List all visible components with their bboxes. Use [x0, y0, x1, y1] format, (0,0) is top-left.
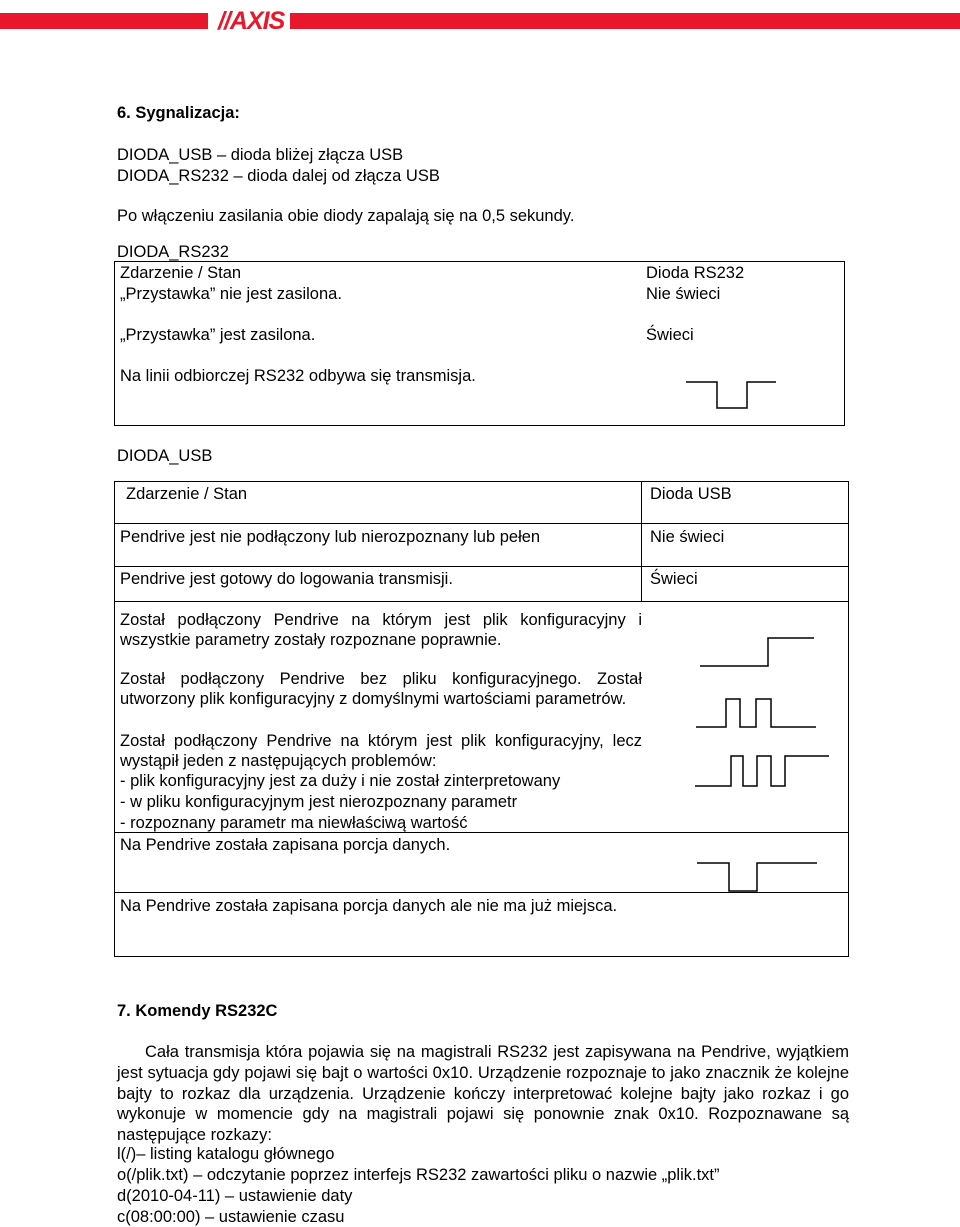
usb-row-7-event: Na Pendrive została zapisana porcja danych ale nie ma już miejsca. [120, 897, 618, 915]
usb-row-2-event: Pendrive jest gotowy do logowania transmisji. [120, 570, 453, 588]
usb-signal-two-pulses [696, 695, 818, 731]
usb-signal-step-up [700, 634, 816, 670]
usb-row-5-problem-1: - plik konfiguracyjny jest za duży i nie został zinterpretowany [120, 772, 561, 790]
rs232-row-3-event: Na linii odbiorczej RS232 odbywa się transmisja. [120, 367, 476, 385]
section-7-title: 7. Komendy RS232C [117, 1002, 278, 1020]
usb-row-5-problem-3: - rozpoznany parametr ma niewłaściwą wartość [120, 814, 468, 832]
command-listing: l(/)– listing katalogu głównego [117, 1145, 335, 1163]
usb-row-3-event: Został podłączony Pendrive na którym jest plik konfiguracyjny i wszystkie parametry zostały rozpoznane poprawnie. [120, 611, 642, 649]
usb-row-1-state: Nie świeci [650, 528, 725, 546]
usb-table-heading: DIODA_USB [117, 447, 213, 465]
power-on-note: Po włączeniu zasilania obie diody zapalają się na 0,5 sekundy. [117, 207, 575, 225]
rs232-col-diode: Dioda RS232 [646, 264, 745, 282]
usb-col-event: Zdarzenie / Stan [126, 485, 248, 503]
header-red-bar [0, 13, 960, 29]
usb-row-6-event: Na Pendrive została zapisana porcja danych. [120, 836, 451, 854]
command-read-file: o(/plik.txt) – odczytanie poprzez interfejs RS232 zawartości pliku o nazwie „plik.txt” [117, 1166, 720, 1184]
usb-row-2-state: Świeci [650, 570, 698, 588]
usb-row-5-event-intro: Został podłączony Pendrive na którym jest plik konfiguracyjny, lecz wystąpił jeden z następujących problemów: [120, 732, 642, 770]
rs232-row-2-state: Świeci [646, 326, 694, 344]
command-set-time: c(08:00:00) – ustawienie czasu [117, 1208, 345, 1226]
command-set-date: d(2010-04-11) – ustawienie daty [117, 1187, 353, 1205]
axis-logo-text: //AXIS [218, 7, 285, 35]
usb-table-column-divider [641, 481, 642, 601]
usb-signal-pulse-low [697, 859, 819, 895]
rs232-row-1-state: Nie świeci [646, 285, 721, 303]
usb-row-5-problem-2: - w pliku konfiguracyjnym jest nierozpoznany parametr [120, 793, 518, 811]
rs232-table-heading: DIODA_RS232 [117, 243, 229, 261]
rs232-col-event: Zdarzenie / Stan [120, 264, 242, 282]
usb-row-1-event: Pendrive jest nie podłączony lub nierozpoznany lub pełen [120, 528, 541, 546]
usb-row-4-event: Został podłączony Pendrive bez pliku konfiguracyjnego. Został utworzony plik konfiguracyjny z domyślnymi wartościami parametrów. [120, 670, 642, 708]
section-7-paragraph: Cała transmisja która pojawia się na magistrali RS232 jest zapisywana na Pendrive, wyjątkiem jest sytuacja gdy pojawi się bajt o wartości 0x10. Urządzenie rozpoznaje to jako znacznik że kolejne bajty to rozkaz dla urządzenia. Urządzenie kończy interpretować kolejne bajty jako rozkaz i go wykonuje w momencie gdy na magistrali pojawi się ponownie znak 0x10. Rozpoznawane są następujące rozkazy: [117, 1043, 849, 1145]
usb-table-row-divider [114, 601, 849, 602]
rs232-row-2-event: „Przystawka” jest zasilona. [120, 326, 316, 344]
usb-table-row-divider [114, 566, 849, 567]
diode-rs232-description: DIODA_RS232 – dioda dalej od złącza USB [117, 167, 440, 185]
usb-signal-three-pulses [695, 752, 831, 790]
axis-logo [208, 4, 290, 36]
rs232-row-1-event: „Przystawka” nie jest zasilona. [120, 285, 342, 303]
page-header [0, 0, 960, 34]
usb-table-row-divider [114, 523, 849, 524]
usb-col-diode: Dioda USB [650, 485, 732, 503]
diode-usb-description: DIODA_USB – dioda bliżej złącza USB [117, 146, 404, 164]
section-6-title: 6. Sygnalizacja: [117, 104, 240, 122]
rs232-transmission-signal [686, 378, 778, 412]
